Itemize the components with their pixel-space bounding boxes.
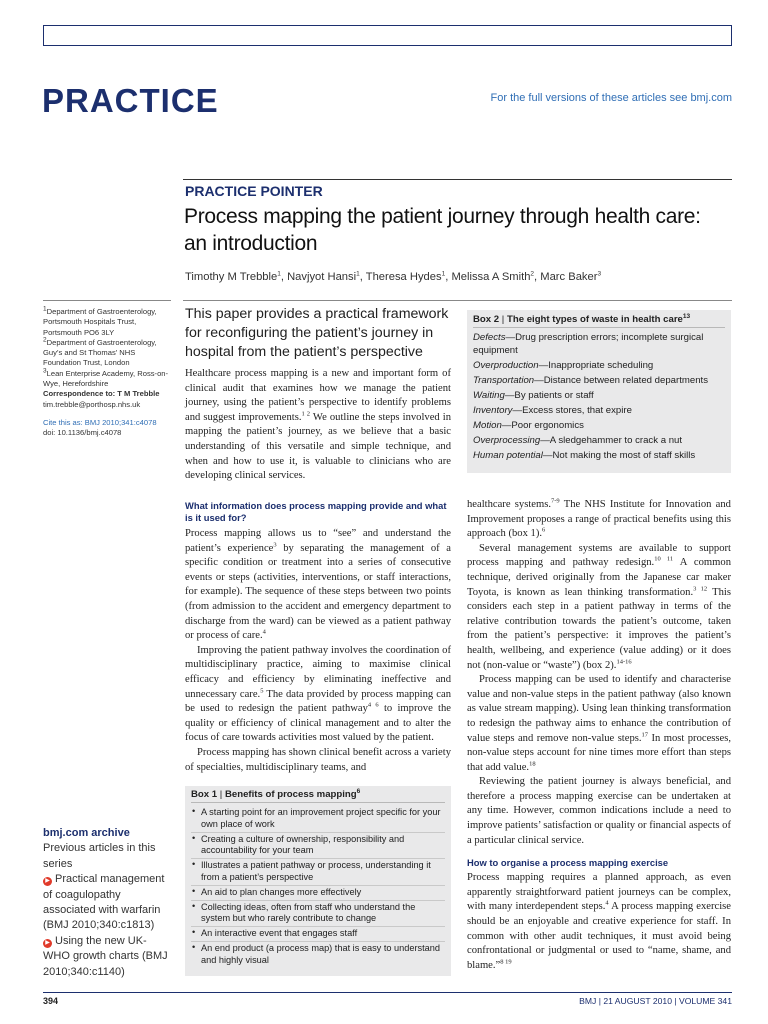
paragraph: Process mapping allows us to “see” and understand the patient’s experience$^3$ by separating the management of a specific condition or treatment into a series of consecutive events or steps (activities, interventions, or staff interactions, for example). The sequence of these steps between two points (from admission to the accident and emergency department to discharge from the ward) can be viewed as a patient pathway or process of care.$^4$ [185,528,451,642]
list-item: • A starting point for an improvement project specific for your own place of work [191,806,445,833]
section-heading: What information does process mapping provide and what is it used for? [185,500,447,523]
section-heading: How to organise a process mapping exercise [467,857,669,869]
arrow-icon: ▶ [43,939,52,948]
paragraph: Process mapping requires a planned approach, as even apparently straightforward patient journeys can be complex, with many interdependent steps.$^4$ A process mapping exercise should be an enjoyable and creative experience for staff. In common with other audit techniques, it must avoid being confrontational or judgmental or used to “name, shame, and blame.”$^{8 19}$ [467,872,731,971]
list-item: • An end product (a process map) that is easy to understand and highly visual [191,942,445,968]
waste-row: Defects—Drug prescription errors; incomplete surgical equipment [473,332,704,356]
list-item: • An aid to plan changes more effectively [191,886,445,901]
archive-sidebar [43,826,173,980]
archive-link[interactable]: ▶ Using the new UK-WHO growth charts (BMJ 2010;340:c1140) [43,934,168,978]
author-list: Timothy M Trebble$^1$, Navjyot Hansi$^1$, Theresa Hydes$^1$, Melissa A Smith$^2$, Marc Baker$^3$ [185,270,602,283]
page-number: 394 [43,996,59,1006]
author: Theresa Hydes [365,271,442,283]
bmj-link[interactable]: For the full versions of these articles see bmj.com [490,92,732,104]
waste-row: Motion—Poor ergonomics [473,420,584,431]
paragraph: healthcare systems.$^{7-9}$ The NHS Institute for Innovation and Improvement proposes a range of practical benefits using this approach (box 1).$^6$ [467,497,731,540]
box-title: Box 1 | Benefits of process mapping$^6$ [191,789,445,803]
waste-row: Transportation—Distance between related departments [473,375,709,386]
arrow-icon: ▶ [43,877,52,886]
box-title: Box 2 | The eight types of waste in health care$^{13}$ [473,314,725,328]
list-item: • Creating a culture of ownership, responsibility and accountability for your team [191,833,445,860]
intro-paragraph: Healthcare process mapping is a new and important form of clinical audit that examines how we manage the patient journey, using the patient’s perspective to identify problems and suggest improvements.$^{1 2}$ We outline the steps involved in mapping the patient’s journey, as we believe that a basic understanding of this versatile and simple technique, and when and how to use it, is valuable to clinicians who are developing clinical services. [185,368,452,482]
paragraph: Reviewing the patient journey is always beneficial, and therefore a process mapping exercise can be undertaken at any time. However, common indications include a need to improve patients’ satisfaction or quality or financial aspects of a particular clinical service. [467,776,731,846]
list-item: • An interactive event that engages staff [191,927,445,942]
author: Melissa A Smith [451,271,531,283]
waste-row: Inventory—Excess stores, that expire [473,405,632,416]
author: Marc Baker [540,271,598,283]
advert-frame [43,25,732,46]
box-2 [467,310,731,473]
column-2-text [467,498,731,973]
archive-title[interactable]: bmj.com archive [43,827,130,839]
list-item: • Collecting ideas, often from staff who understand the system but who rarely contribute to change [191,901,445,928]
correspondence: Correspondence to: T M Trebble [43,389,160,399]
paragraph: Process mapping has shown clinical benefit across a variety of specialties, multidisciplinary teams, and [185,746,451,773]
journal-issue: BMJ | 21 AUGUST 2010 | VOLUME 341 [579,996,732,1006]
archive-link[interactable]: ▶ Practical management of coagulopathy associated with warfarin (BMJ 2010;340:c1813) [43,873,165,932]
column-1-text [185,527,451,775]
affiliation: $^1$Department of Gastroenterology, Portsmouth Hospitals Trust, Portsmouth PO6 3LY [43,305,157,337]
article-kicker: PRACTICE POINTER [185,183,323,199]
box-1 [185,786,451,976]
divider [183,179,732,180]
citation: Cite this as: BMJ 2010;341:c4078 [43,417,157,427]
paragraph: Improving the patient pathway involves the coordination of multidisciplinary practice, aiming to maximise clinical efficacy and efficiency by eliminating ineffective and unnecessary care.$^5$ The data provided by process mapping can be used to redesign the patient pathway$^{4 6}$ to improve the quality or efficiency of clinical management and to alter the focus of care towards activities most valued by the patient. [185,644,452,744]
list-item: • Illustrates a patient pathway or process, understanding it from a patient’s perspective [191,859,445,886]
article-title: Process mapping the patient journey through health care: an introduction [184,205,701,255]
affiliations [43,307,173,439]
doi[interactable]: doi: 10.1136/bmj.c4078 [43,428,122,438]
affiliation: $^2$Department of Gastroenterology, Guy’s and St Thomas’ NHS Foundation Trust, London [43,336,157,368]
section-title: PRACTICE [42,82,219,119]
waste-row: Waiting—By patients or staff [473,390,594,401]
author: Timothy M Trebble [185,271,278,283]
paragraph: Process mapping can be used to identify and characterise value and non-value steps in the patient pathway (also known as value stream mapping). Using lean thinking transformation to redesign the pathway aims to enhance the contribution of value steps and remove non-value steps.$^{17}$ In most processes, non-value steps account for nine times more effort than steps that add value.$^{18}$ [467,674,731,773]
benefit-list [191,806,445,968]
author: Navjyot Hansi [287,271,357,283]
waste-row: Human potential—Not making the most of staff skills [473,450,696,461]
divider [183,300,732,301]
waste-row: Overproduction—Inappropriate scheduling [473,360,654,371]
paragraph: Several management systems are available to support process mapping and pathway redesign.$^{10 11}$ A common technique, derived originally from the Japanese car maker Toyota, is known as lean thinking transformation.$^{3 12}$ This considers each step in a patient pathway in terms of the relative contribution towards the patient’s outcome, taken from the patient’s perspective: it improves the patient’s health, wellbeing, and experience (value adding) or it does not (non-value or “waste”) (box 2).$^{14-16}$ [467,542,732,671]
archive-intro: Previous articles in this series [43,842,156,870]
email-link[interactable]: tim.trebble@porthosp.nhs.uk [43,399,141,409]
divider [43,300,171,301]
standfirst: This paper provides a practical framework for reconfiguring the patient’s journey in hospital from the patient’s perspective [185,306,449,360]
affiliation: $^3$Lean Enterprise Academy, Ross-on-Wye, Herefordshire [43,367,169,389]
divider [43,992,732,993]
waste-row: Overprocessing—A sledgehammer to crack a nut [473,435,683,446]
